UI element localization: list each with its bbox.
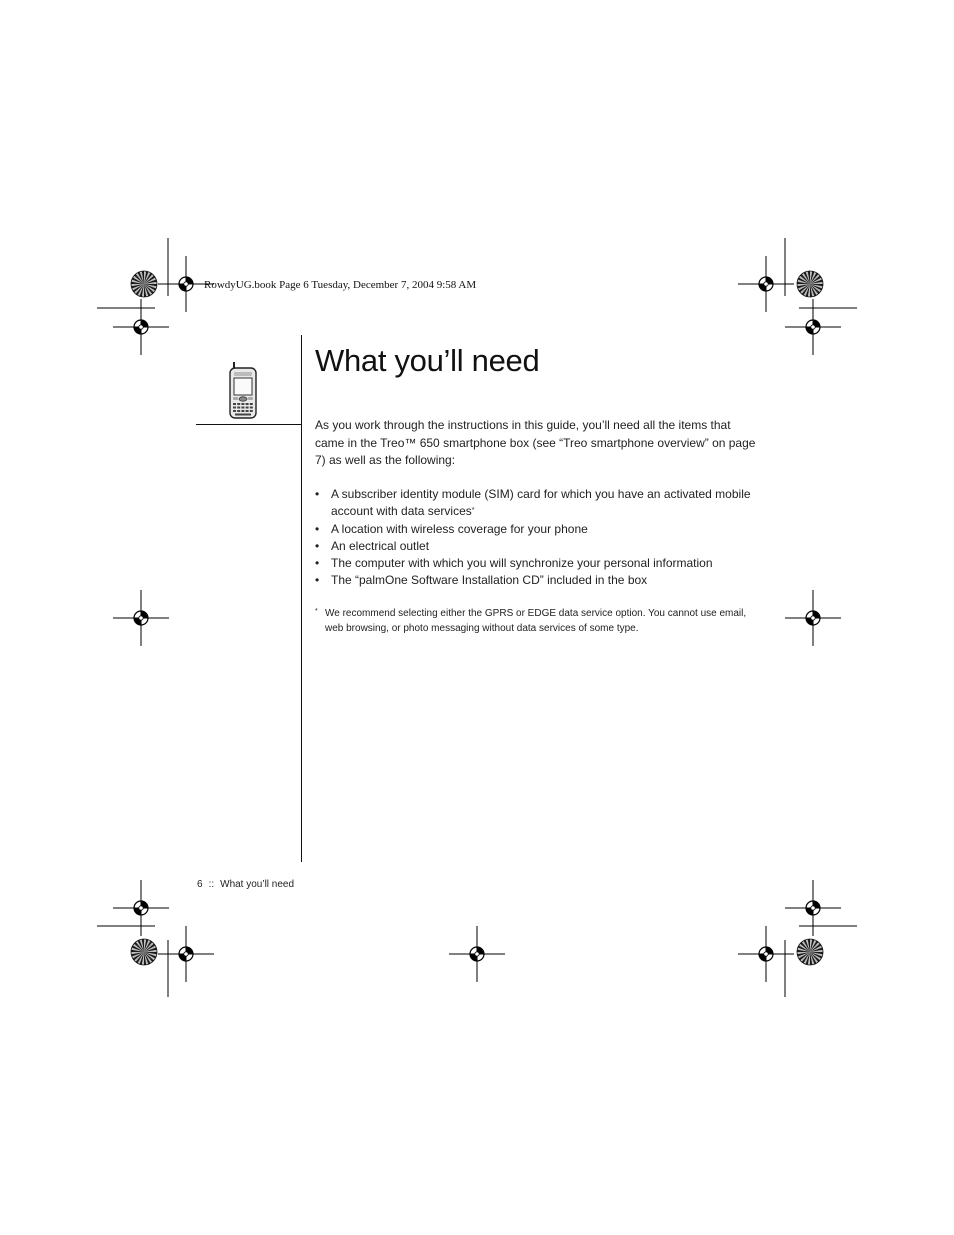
registration-mark-icon	[738, 256, 794, 312]
print-header: RowdyUG.book Page 6 Tuesday, December 7, 2004 9:58 AM	[204, 279, 477, 291]
bullet: •	[315, 521, 320, 536]
page-footer	[197, 879, 294, 890]
registration-mark-icon	[113, 880, 169, 936]
list-item-text: The “palmOne Software Installation CD” included in the box	[331, 573, 648, 588]
smartphone-icon	[225, 360, 261, 420]
margin-rule-horizontal	[196, 424, 302, 425]
list-item-text: A subscriber identity module (SIM) card for which you have an activated mobile account with data services	[331, 487, 751, 519]
registration-mark-icon	[113, 590, 169, 646]
list-item	[315, 486, 760, 521]
margin-rule-vertical	[301, 335, 302, 862]
footnote	[315, 607, 755, 636]
list-item-text: An electrical outlet	[331, 538, 430, 553]
list-item-text: The computer with which you will synchronize your personal information	[331, 556, 713, 571]
registration-mark-icon	[158, 926, 214, 982]
list-item	[315, 521, 760, 538]
bullet: •	[315, 556, 320, 571]
list-item-text: A location with wireless coverage for your phone	[331, 521, 588, 536]
footnote-symbol: *	[315, 608, 318, 615]
page-number: 6	[197, 879, 203, 890]
list-item	[315, 572, 760, 589]
registration-mark-icon	[785, 590, 841, 646]
starburst-target-icon	[131, 939, 157, 965]
registration-mark-icon	[449, 926, 505, 982]
footnote-text: We recommend selecting either the GPRS or EDGE data service option. You cannot use email, web browsing, or photo messaging without data services of some type.	[325, 608, 747, 634]
registration-mark-icon	[785, 299, 841, 355]
intro-paragraph: As you work through the instructions in this guide, you’ll need all the items that came in the Treo™ 650 smartphone box (see “Treo smartphone overview” on page 7) as well as the following:	[315, 418, 756, 467]
bullet: •	[315, 487, 320, 501]
starburst-target-icon	[131, 271, 157, 297]
starburst-target-icon	[797, 939, 823, 965]
bullet: •	[315, 538, 320, 553]
registration-mark-icon	[785, 880, 841, 936]
requirements-list	[315, 486, 760, 590]
footer-separator: ::	[208, 879, 215, 890]
starburst-target-icon	[797, 271, 823, 297]
registration-mark-icon	[738, 926, 794, 982]
registration-mark-icon	[113, 299, 169, 355]
page-title: What you’ll need	[315, 343, 540, 378]
footnote-reference[interactable]: *	[471, 507, 475, 515]
footer-section-title: What you’ll need	[220, 879, 295, 890]
list-item	[315, 555, 760, 572]
bullet: •	[315, 573, 320, 588]
list-item	[315, 538, 760, 555]
